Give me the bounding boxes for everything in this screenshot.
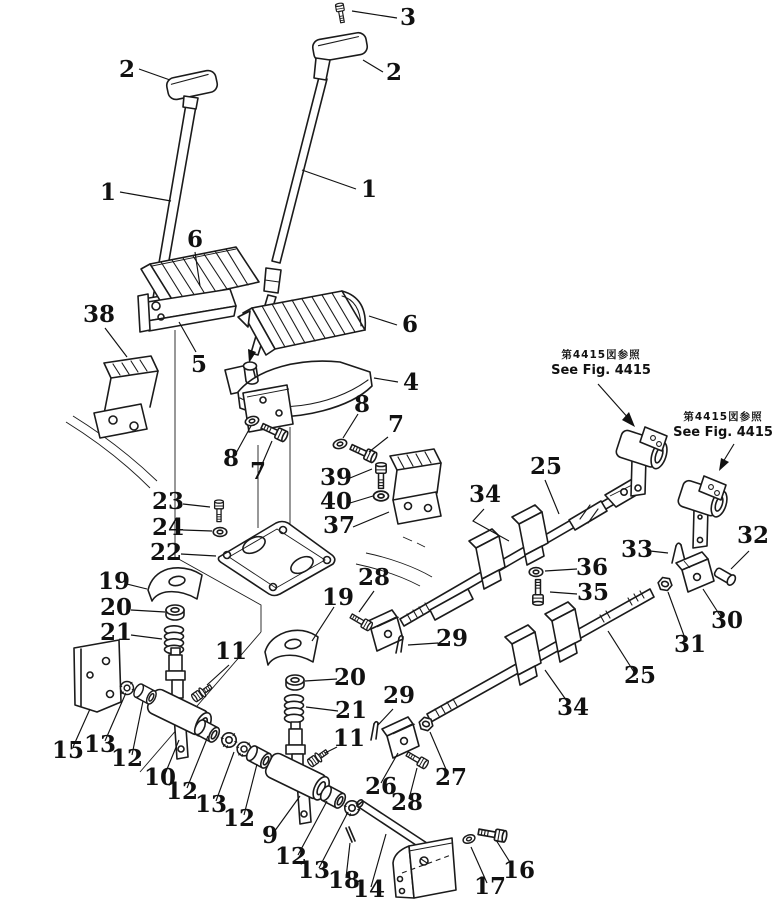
- yoke-26-lower: [382, 717, 419, 758]
- callout-7-13: 7: [249, 458, 267, 485]
- callout-1-4: 1: [360, 176, 378, 203]
- washer-24: [213, 528, 227, 537]
- callout-21-38: 21: [334, 697, 368, 724]
- callout-34-32: 34: [556, 694, 590, 721]
- note-1-arrow: [622, 412, 635, 427]
- callout-5-7: 5: [190, 351, 208, 378]
- callout-19-35: 19: [321, 584, 355, 611]
- callout-38-6: 38: [82, 301, 116, 328]
- pin-32: [713, 566, 737, 586]
- callout-11-36: 11: [214, 638, 248, 665]
- callout-36-25: 36: [575, 554, 609, 581]
- washer-8-right: [332, 438, 347, 450]
- callout-37-16: 37: [322, 512, 356, 539]
- callout-26-49: 26: [364, 773, 398, 800]
- callout-32-28: 32: [736, 522, 770, 549]
- callout-39-14: 39: [319, 464, 353, 491]
- callout-4-9: 4: [402, 369, 420, 396]
- rod-25-lower: [427, 589, 657, 722]
- callout-13-42: 13: [83, 731, 117, 758]
- callout-20-21: 20: [99, 594, 133, 621]
- callout-19-20: 19: [97, 568, 131, 595]
- callout-17-56: 17: [473, 873, 507, 899]
- callout-25-24: 25: [529, 453, 563, 480]
- bolt-28-upper: [349, 612, 374, 632]
- note-1-jp: 第4415図参照: [561, 349, 641, 361]
- cap-20-mid: [286, 675, 304, 690]
- note-2-jp: 第4415図参照: [683, 411, 763, 423]
- cover-19-left: [148, 568, 202, 601]
- ring-13-b1: [221, 733, 237, 748]
- callout-6-8: 6: [401, 311, 419, 338]
- ring-13-a: [120, 682, 134, 696]
- callout-18-54: 18: [327, 867, 361, 894]
- callout-40-15: 40: [319, 488, 353, 515]
- note-see-fig-1: [551, 348, 651, 427]
- callout-16-57: 16: [502, 857, 536, 884]
- callout-30-29: 30: [710, 607, 744, 634]
- spring-21-mid: [285, 695, 304, 723]
- callout-6-5: 6: [186, 226, 204, 253]
- washer-40: [374, 491, 389, 501]
- note-see-fig-2: [673, 410, 773, 471]
- callout-8-10: 8: [353, 391, 371, 418]
- cover-19-mid: [265, 630, 318, 665]
- pin-29-lower: [371, 722, 378, 740]
- screw-3: [335, 3, 346, 24]
- callout-31-30: 31: [673, 631, 707, 658]
- bracket-14: [393, 838, 456, 898]
- bracket-15: [74, 640, 121, 712]
- callout-13-53: 13: [297, 857, 331, 884]
- callout-10-44: 10: [143, 764, 177, 791]
- callout-12-43: 12: [110, 745, 144, 772]
- callout-29-39: 29: [382, 682, 416, 709]
- callout-24-18: 24: [151, 514, 185, 541]
- callout-28-33: 28: [357, 564, 391, 591]
- bolt-23: [215, 500, 224, 522]
- callout-23-17: 23: [151, 488, 185, 515]
- callout-13-46: 13: [194, 791, 228, 818]
- bolt-35: [533, 580, 543, 606]
- callout-22-19: 22: [149, 539, 183, 566]
- knob-left: [165, 69, 218, 101]
- callout-21-22: 21: [99, 619, 133, 646]
- shaft-assy-10: [145, 648, 214, 759]
- bellcrank-right: [677, 476, 730, 548]
- callout-14-55: 14: [352, 876, 386, 899]
- callout-34-23: 34: [468, 481, 502, 508]
- callout-2-2: 2: [385, 59, 403, 86]
- bolt-28-lower: [405, 750, 430, 770]
- callout-2-1: 2: [118, 56, 136, 83]
- callout-12-45: 12: [165, 778, 199, 805]
- callout-7-11: 7: [387, 411, 405, 438]
- plate-22: [218, 522, 334, 596]
- washer-36: [529, 568, 543, 577]
- callout-28-51: 28: [390, 789, 424, 816]
- washer-17: [462, 833, 476, 845]
- callout-25-31: 25: [623, 662, 657, 689]
- bolt-7-right: [349, 442, 378, 463]
- bracket-38: [94, 356, 158, 438]
- callout-35-26: 35: [576, 579, 610, 606]
- bracket-37: [390, 449, 441, 524]
- callout-12-47: 12: [222, 805, 256, 832]
- cap-20-left: [166, 605, 184, 620]
- note-1-en: See Fig. 4415: [551, 363, 651, 378]
- pin-18: [346, 827, 355, 842]
- callout-15-41: 15: [51, 737, 85, 764]
- note-2-en: See Fig. 4415: [673, 425, 773, 440]
- nut-31: [657, 577, 673, 591]
- callout-33-27: 33: [620, 536, 654, 563]
- callout-8-12: 8: [222, 445, 240, 472]
- callout-20-37: 20: [333, 664, 367, 691]
- callout-11-40: 11: [332, 725, 366, 752]
- callout-27-50: 27: [434, 764, 468, 791]
- bolt-16: [478, 826, 508, 842]
- callout-3-0: 3: [399, 4, 417, 31]
- callout-29-34: 29: [435, 625, 469, 652]
- callout-1-3: 1: [99, 179, 117, 206]
- callout-12-52: 12: [274, 843, 308, 870]
- bolt-11-mid: [306, 747, 330, 768]
- yoke-30: [676, 552, 714, 592]
- callout-9-48: 9: [261, 822, 279, 849]
- note-2-arrow: [719, 458, 729, 471]
- bolt-39: [376, 463, 386, 489]
